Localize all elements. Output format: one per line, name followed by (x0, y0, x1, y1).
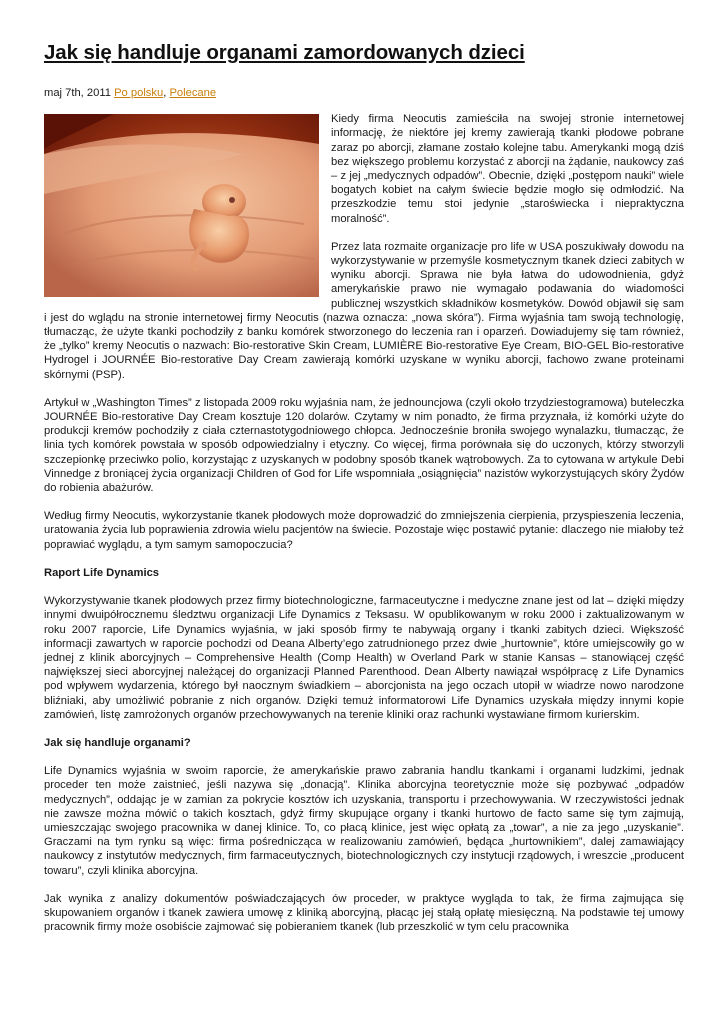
article-paragraph: Wykorzystywanie tkanek płodowych przez firmy biotechnologiczne, farmaceutyczne i medyczne znane jest od lat – dzięki między innymi dwuipółrocznemu śledztwu organizacji Life Dynamics z Teksasu. W opublikowanym w roku 2000 i zaktualizowanym w roku 2007 raporcie, Life Dynamics wyjaśnia, w jaki sposób firmy te nabywają organy i tkanki zabitych dzieci. Większość informacji zawartych w raporcie pochodzi od Deana Alberty’ego zatrudnionego przez dwie „hurtownie”, które umiejscowiły go w jednej z klinik aborcyjnych – Comprehensive Health (Comp Health) w Overland Park w stanie Kansas – stanowiącej część największej sieci aborcyjnej należącej do organizacji Planned Parenthood. Dean Alberty nawiązał współpracę z Life Dynamics pod wpływem wydarzenia, którego był naocznym świadkiem – aborcjonista na jego oczach utopił w wiadrze nowo narodzone bliźniaki, aby umożliwić pobranie z nich organów. Dzięki temuż informatorowi Life Dynamics uzyskała między innymi kopie zamówień, listę zamrożonych organów przechowywanych na terenie kliniki oraz rachunki wystawiane firmom kurierskim. (44, 595, 684, 721)
article-paragraph: Artykuł w „Washington Times” z listopada 2009 roku wyjaśnia nam, że jednouncjowa (czyli około trzydziestogramowa) buteleczka JOURNÉE Bio-restorative Day Cream kosztuje 120 dolarów. Czytamy w nim ponadto, że firma przyznała, iż komórki użyte do produkcji kremów pochodziły z ciała czternastotygodniowego chłopca. Jednocześnie broniła swojego wynalazku, tłumacząc, że linia tych komórek powstała w sposób odpowiedzialny i etyczny. Co więcej, firma porównała się do uczonych, którzy stworzyli szczepionkę przeciwko polio, korzystając z uzyskanych w podobny sposób tkanek wątrobowych. Za to cytowana w artykule Debi Vinnedge z broniącej życia organizacji Children of God for Life wspomniała „osiągnięcia” nazistów wykorzystujących skóry Żydów do robienia abażurów. (44, 396, 684, 495)
photo-illustration (44, 114, 319, 297)
article-body (44, 112, 684, 934)
section-heading-raport: Raport Life Dynamics (44, 566, 160, 579)
article-container (44, 40, 684, 948)
article-title: Jak się handluje organami zamordowanych dzieci (44, 41, 525, 64)
article-paragraph: Kiedy firma Neocutis zamieściła na swojej stronie internetowej informację, że niektóre jej kremy zawierają tkanki płodowe pobrane zaraz po aborcji, złamane zostało kolejne tabu. Amerykanki mogą dziś bez większego problemu korzystać z aborcji na żądanie, naukowcy zaś – z jej „medycznych odpadów”. Obecnie, dzięki „postępom nauki” wiele bogatych kobiet na całym świecie będzie mogło się odmłodzić. Na przeszkodzie temu stoi jedynie „staroświecka i niepraktyczna moralność”. (331, 113, 684, 225)
category-link-polecane[interactable]: Polecane (169, 87, 217, 99)
category-separator: , (163, 87, 170, 99)
article-paragraph: Według firmy Neocutis, wykorzystanie tkanek płodowych może doprowadzić do zmniejszenia cierpienia, przyspieszenia leczenia, uratowania życia lub poprawienia zdrowia wielu pacjentów na świecie. Pozostaje więc postawić pytanie: dlaczego nie miałoby też poprawiać wyglądu, a tym samym samopoczucia? (44, 510, 684, 551)
article-paragraph: Life Dynamics wyjaśnia w swoim raporcie, że amerykańskie prawo zabrania handlu tkankami i organami ludzkimi, jednak proceder ten może zaistnieć, jeśli nazywa się „donacją”. Klinika aborcyjna teoretycznie może się pozbywać „odpadów medycznych”, oddając je w zamian za pokrycie kosztów ich uzyskania, transportu i przechowywania. W rzeczywistości jednak nie zawsze można mówić o takich kosztach, gdyż firmy skupujące organy i tkanki hurtowo de facto same się tym zajmują, umieszczając swojego pracownika w danej klinice. To, co płacą klinice, jest więc opłatą za „towar”, a nie za jego „uzyskanie”. Graczami na tym rynku są więc: firma pośrednicząca w realizowaniu zamówień, będąca „hurtownikiem”, dalej zamawiający naukowcy z instytutów medycznych, firm farmaceutycznych, biotechnologicznych czy instytucji rządowych, i wreszcie „producent towaru”, czyli klinika aborcyjna. (44, 765, 684, 877)
fetus-in-hand-photo (44, 114, 319, 297)
article-paragraph: Przez lata rozmaite organizacje pro life w USA poszukiwały dowodu na wykorzystywanie w przemyśle kosmetycznym tkanek dzieci zabitych w wyniku aborcji. Sprawa nie była łatwa do udowodnienia, gdyż amerykańskie prawo nie wymagało podawania do wiadomości publicznej wszystkich składników kosmetyków. Dowód objawił się sam i jest do wglądu na stronie internetowej firmy Neocutis (nazwa oznacza: „nowa skóra”). Firma wyjaśnia tam swoją technologię, tłumacząc, że użyte tkanki pochodziły z banku komórek stworzonego do leczenia ran i oparzeń. Dowiadujemy się tam również, że „tylko” kremy Neocutis o nazwach: Bio-restorative Skin Cream, LUMIÈRE Bio-restorative Eye Cream, BIO-GEL Bio-restorative Hydrogel i JOURNÉE Bio-restorative Day Cream zawierają komórki uzyskane w wyniku aborcji, fachowo zwane proteinami skórnymi (PSP). (44, 240, 684, 381)
article-paragraph: Jak wynika z analizy dokumentów poświadczających ów proceder, w praktyce wygląda to tak, że firma zajmująca się skupowaniem organów i tkanek zawiera umowę z kliniką aborcyjną, płacąc jej stałą opłatę miesięczną. Na podstawie tej umowy pracownik firmy może osobiście zajmować się pobieraniem tkanek (lub przeszkolić w tym celu pracownika (44, 892, 684, 934)
category-link-po-polsku[interactable]: Po polsku (114, 87, 164, 99)
section-heading-handel: Jak się handluje organami? (44, 736, 191, 749)
post-date: maj 7th, 2011 (44, 87, 111, 99)
post-meta (44, 86, 684, 100)
